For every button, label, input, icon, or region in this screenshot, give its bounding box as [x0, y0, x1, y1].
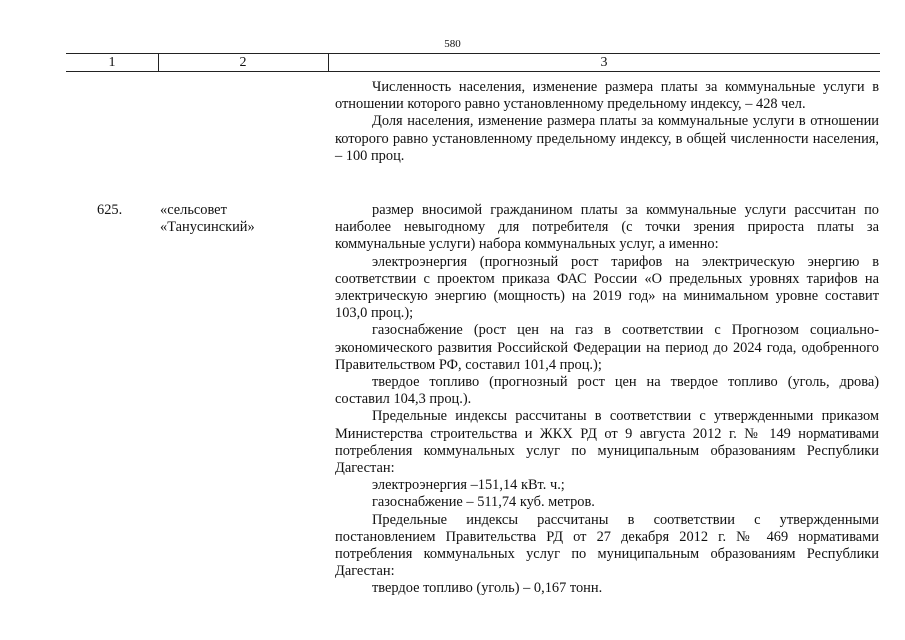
entry-paragraph: электроэнергия –151,14 кВт. ч.;: [372, 477, 565, 494]
entry-paragraph: твердое топливо (прогнозный рост цен на твердое топливо (уголь, дрова) составил 104,3 проц.).: [335, 374, 879, 408]
header-col-1: 1: [108, 55, 116, 70]
header-col-2: 2: [239, 55, 247, 70]
entry-paragraph: Предельные индексы рассчитаны в соответствии с утвержденными приказом Министерства строительства и ЖКХ РД от 9 августа 2012 г. № 149 нормативами потребления коммунальных услуг по муниципальным образованиям Республики Дагестан:: [335, 408, 879, 477]
entry-paragraph: твердое топливо (уголь) – 0,167 тонн.: [372, 580, 603, 597]
continuation-text: [335, 79, 879, 165]
continuation-paragraph: Доля населения, изменение размера платы за коммунальные услуги в отношении которого равно установленному предельному индексу, в общей численности населения, – 100 проц.: [335, 113, 879, 164]
entry-text: [335, 202, 879, 598]
entry-paragraph: газоснабжение – 511,74 куб. метров.: [372, 494, 595, 511]
continuation-paragraph: Численность населения, изменение размера платы за коммунальные услуги в отношении которого равно установленному предельному индексу, – 428 чел.: [335, 79, 879, 113]
header-col-3: 3: [600, 55, 608, 70]
entry-number: 625.: [97, 202, 123, 218]
entry-name-line: «сельсовет: [160, 202, 227, 218]
table-header-row: [66, 53, 880, 72]
entry-name-line: «Танусинский»: [160, 219, 255, 236]
entry-name: [160, 202, 320, 236]
entry-paragraph: Предельные индексы рассчитаны в соответствии с утвержденными постановлением Правительства РД от 27 декабря 2012 г. № 469 нормативами потребления коммунальных услуг по муниципальным образованиям Республики Дагестан:: [335, 511, 879, 580]
entry-paragraph: размер вносимой гражданином платы за коммунальные услуги рассчитан по наиболее невыгодному для потребителя (с точки зрения прироста платы за коммунальные услуги) набора коммунальных услуг, а именно:: [335, 202, 879, 253]
entry-paragraph: газоснабжение (рост цен на газ в соответствии с Прогнозом социально-экономического развития Российской Федерации на период до 2024 года, одобренного Правительством РФ, составил 101,4 проц.);: [335, 322, 879, 373]
page-number: 580: [444, 38, 461, 50]
entry-paragraph: электроэнергия (прогнозный рост тарифов на электрическую энергию в соответствии с проектом приказа ФАС России «О предельных уровнях тарифов на электрическую энергию (мощность) на 2019 год» на минимальном уровне составит 103,0 проц.);: [335, 253, 879, 322]
